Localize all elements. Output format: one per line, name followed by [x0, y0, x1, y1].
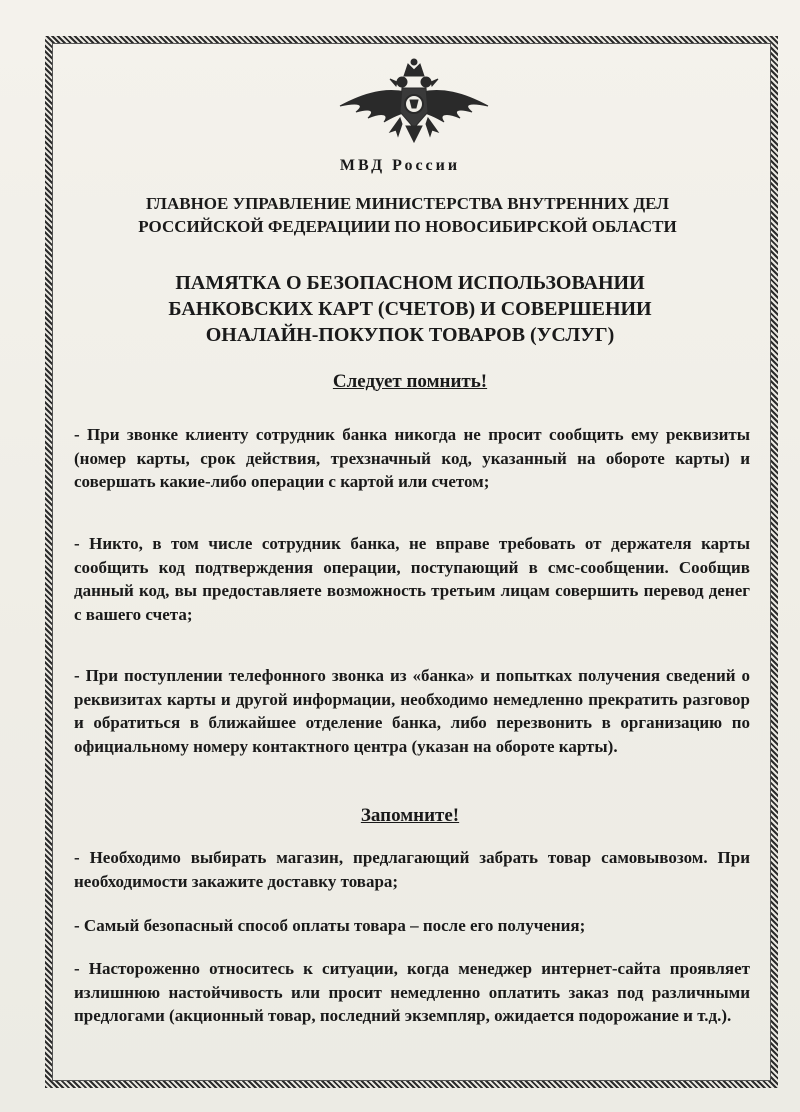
- list-item: - Самый безопасный способ оплаты товара – после его получения;: [74, 916, 586, 935]
- list-item: - Необходимо выбирать магазин, предлагающий забрать товар самовывозом. При необходимости закажите доставку товара;: [74, 848, 750, 891]
- agency-name: МВД России: [339, 157, 461, 174]
- page-title: ПАМЯТКА О БЕЗОПАСНОМ ИСПОЛЬЗОВАНИИ БАНКОВСКИХ КАРТ (СЧЕТОВ) И СОВЕРШЕНИИ ОНАЛАЙН-ПОКУПОК ТОВАРОВ (УСЛУГ): [168, 272, 652, 346]
- double-headed-eagle-icon: [336, 58, 492, 144]
- list-item: - При звонке клиенту сотрудник банка никогда не просит сообщить ему реквизиты (номер карты, срок действия, трехзначный код, указанный на обороте карты) и совершать какие-либо операции с картой или счетом;: [74, 425, 750, 491]
- section-heading-remember: Следует помнить!: [332, 371, 488, 392]
- list-item: - Никто, в том числе сотрудник банка, не вправе требовать от держателя карты сообщить код подтверждения операции, поступающий в смс-сообщении. Сообщив данный код, вы предоставляете возможность третьим лицам совершить перевод денег с вашего счета;: [74, 534, 750, 624]
- list-item: - При поступлении телефонного звонка из «банка» и попытках получения сведений о реквизитах карты и другой информации, необходимо немедленно прекратить разговор и обратиться в ближайшее отделение банка, либо перезвонить в организацию по официальному номеру контактного центра (указан на обороте карты).: [74, 666, 750, 756]
- list-item: - Настороженно относитесь к ситуации, когда менеджер интернет-сайта проявляет излишнюю настойчивость или просит немедленно оплатить заказ под различными предлогами (акционный товар, последний экземпляр, ожидается подорожание и т.д.).: [74, 959, 750, 1025]
- section-heading-memorize: Запомните!: [360, 805, 460, 826]
- department-name: ГЛАВНОЕ УПРАВЛЕНИЕ МИНИСТЕРСТВА ВНУТРЕННИХ ДЕЛ РОССИЙСКОЙ ФЕДЕРАЦИИИ ПО НОВОСИБИРСКОЙ ОБЛАСТИ: [138, 194, 677, 236]
